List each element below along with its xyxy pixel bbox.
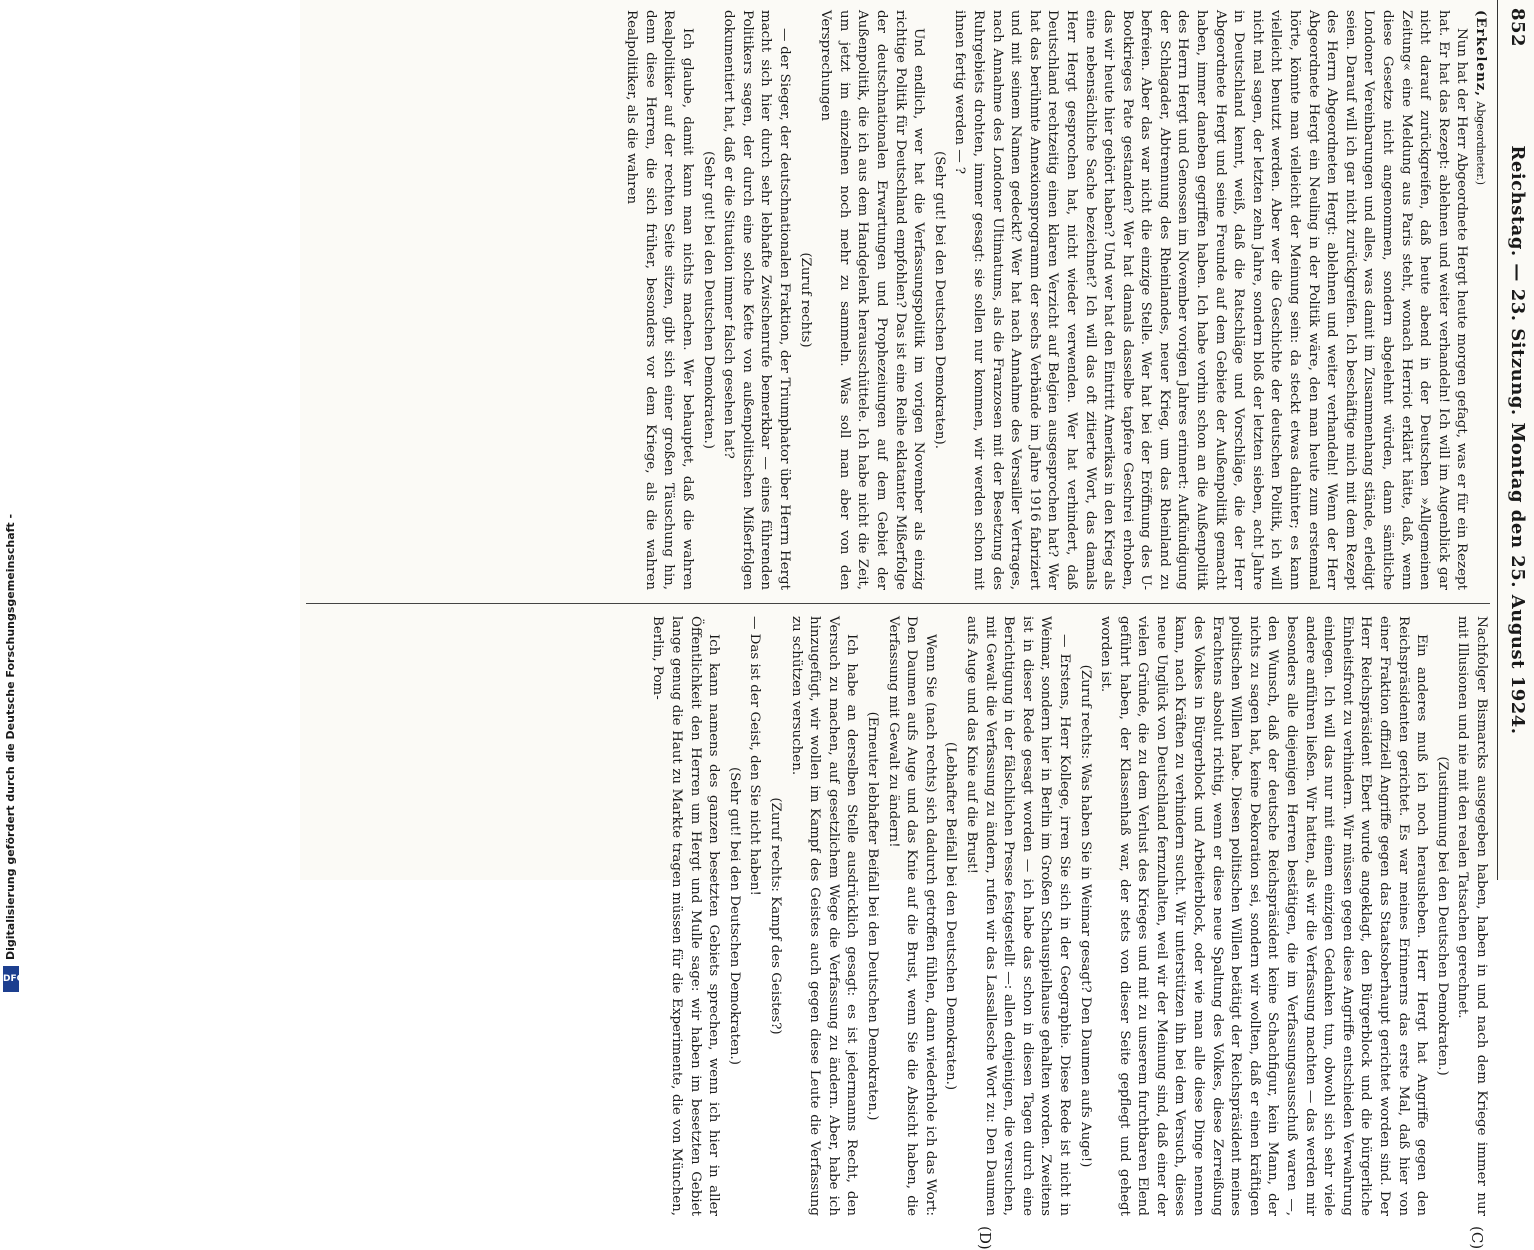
paragraph: Ein anderes muß ich noch herausheben. Herr Hergt hat Angriffe gegen den Reichspräsidenten gerichtet. Es war meines Erinnerns das erste Mal, daß hier von einer Fraktion offiziell Angriffe gegen das Staatsoberhaupt gerichtet worden sind. Der Herr Reichspräsident Ebert wurde angeklagt, den Bürgerblock und die bürgerliche Einheitsfront zu verhindern. Wir müssen gegen diese Angriffe entschieden Verwahrung einlegen. Ich will das nur mit einem einzigen Gedanken tun, obwohl sich sehr viele andere anführen ließen. Wir hatten, als wir die Verfassung machten — das werden mir besonders alle diejenigen Herren bestätigen, die im Verfassungsausschuß waren —, den Wunsch, daß der deutsche Reichspräsident keine Schachfigur, kein Mann, der nichts zu sagen hat, keine Dekoration sei, sondern wir wollten, daß er einen kräftigen politischen Willen habe. Diesen politischen Willen betätigt der Reichspräsident meines Erachtens absolut richtig, wenn er diese neue Spaltung des Volkes, diese Zerreißung des Volkes in Bürgerblock und Arbeiterblock, oder wie man alle diese Dinge nennen kann, nach Kräften zu verhindern sucht. Wir unterstützen ihn bei dem Versuch, dieses neue Unglück von Deutschland fernzuhalten, weil wir der Meinung sind, daß einer der vielen Gründe, die zu dem Verlust des Krieges und mit zu unserem furchtbaren Elend geführt haben, der Klassenhaß war, der stets von dieser Seite gepflegt und gehegt worden ist. (1098, 616, 1430, 1216)
interjection: (Sehr gut! bei den Deutschen Demokraten). (931, 150, 947, 450)
paragraph: Und endlich, wer hat die Verfassungspolitik im vorigen November als einzig richtige Politik für Deutschland empfohlen? Das ist eine Reihe eklatanter Mißerfolge der deutschnationalen Erwartungen und Prophezeiungen auf dem Gebiet der Außenpolitik, die ich aus dem Handgelenk herausschüttele. Ich habe nicht die Zeit, um jetzt im einzelnen noch mehr zu sammeln. Was soll man aber von den Versprechungen (818, 10, 927, 590)
header-rule (1497, 0, 1498, 880)
paragraph: Ich habe an derselben Stelle ausdrücklich gesagt: es ist jedermanns Recht, den Versuch zu machen, auf gesetzlichem Wege die Verfassung zu ändern. Aber, habe ich hinzugefügt, wir wollen im Kampf des Geistes auch gegen diese Leute die Verfassung zu schützen versuchen. (788, 616, 860, 1216)
interjection: (Zuruf rechts) (797, 252, 813, 348)
credit-text: Digitalisierung gefördert durch die Deutsche Forschungsgemeinschaft - (4, 513, 17, 960)
document-page (300, 0, 1534, 1250)
paragraph: Nachfolger Bismarcks ausgegeben haben, haben in und nach dem Kriege immer nur mit Illusionen und nie mit den realen Tatsachen gerechnet. (1455, 616, 1489, 1216)
margin-letter-c: (C) (1468, 1226, 1486, 1250)
paragraph: Ich glaube, damit kann man nichts machen. Wer behauptet, daß die wahren Realpolitiker auf der rechten Seite sitzen, gibt sich einer großen Täuschung hin, denn diese Herren, die sich früher, besonders vor dem Kriege, als die wahren Realpolitiker, als die wahren (624, 10, 696, 590)
interjection: (Zuruf rechts: Was haben Sie in Weimar gesagt? Den Daumen aufs Auge!) (1077, 664, 1093, 1168)
paragraph: Nun hat der Herr Abgeordnete Hergt heute morgen gefagt, was er für ein Rezept hat. Er hat das Rezept: ablehnen und weiter verhandeln! Ich will im Augenblick gar nicht darauf zurückgreifen, daß heute abend in der Deutschen »Allgemeinen Zeitung« eine Meldung aus Paris steht, wonach Herriot erklärt hätte, daß, wenn diese Gesetze nicht angenommen, sondern abgelehnt würden, dann sämtliche Londoner Vereinbarungen und alles, was damit im Zusammenhang stände, erledigt seien. Darauf will ich gar nicht zurückgreifen. Ich beschäftige mich mit dem Rezept des Herrn Abgeordneten Hergt: ablehnen und weiter verhandeln! Wenn der Herr Abgeordnete Hergt ein Neuling in der Politik wäre, den man heute zum erstenmal hörte, könnte man vielleicht der Meinung sein: da steckt etwas dahinter; es kann vielleicht benutzt werden. Aber wer die Geschichte der deutschen Politik, ich will nicht mal sagen, der letzten zehn Jahre, sondern bloß der letzten sieben, acht Jahre in Deutschland kennt, weiß, daß die Ratschläge und Vorschläge, die der Herr Abgeordnete Hergt und seine Freunde auf dem Gebiete der Außenpolitik gemacht haben, immer daneben gegriffen haben. Ich habe vorhin schon an die Außenpolitik des Herrn Hergt und Genossen im November vorigen Jahres erinnert: Aufkündigung der Schlagader, Abtrennung des Rheinlandes, neuer Krieg, um das Rheinland zu befreien. Aber das war nicht die einzige Stelle. Wer hat bei der Eröffnung des U-Bootkrieges Pate gestanden? Wer hat damals dasselbe tapfere Geschrei erhoben, das wir heute hier gehört haben? Und wer hat den Eintritt Amerikas in den Krieg als eine nebensächliche Sache bezeichnet? Ich will das oft zitierte Wort, das damals Herr Hergt gesprochen hat, nicht wieder verwenden. Wer hat verhindert, daß Deutschland rechtzeitig einen klaren Verzicht auf Belgien ausgesprochen hat? Wer hat das berühmte Annexionsprogramm der sechs Verbände im Jahre 1916 fabriziert und mit seinem Namen gedeckt? Wer hat nach Annahme des Versailler Vertrages, nach Annahme des Londoner Ultimatums, als die Franzosen mit der Besetzung des Ruhrgebiets drohten, immer gesagt: sie sollen nur kommen, wir werden schon mit ihnen fertig werden — ? (952, 10, 1470, 590)
interjection: (Zuruf rechts: Kampf des Geistes?) (768, 797, 784, 1035)
speaker-line (1470, 10, 1490, 590)
column-rule (306, 603, 1490, 604)
digitization-credit (0, 0, 24, 1000)
interjection: (Sehr gut! bei den Deutschen Demokraten.) (700, 150, 716, 450)
running-head (1500, 0, 1528, 880)
speaker-note: Abgeordneter.) (1474, 101, 1487, 186)
page-title: Reichstag. — 23. Sitzung. Montag den 25. August 1924. (1507, 145, 1528, 735)
dfg-logo-icon: DFG (3, 966, 19, 992)
paragraph: Wenn Sie (nach rechts) sich dadurch getroffen fühlen, dann wiederhole ich das Wort: Den Daumen aufs Auge und das Knie auf die Brust, wenn Sie die Absicht haben, die Verfassung mit Gewalt zu ändern! (885, 616, 938, 1216)
margin-letter-d: (D) (976, 1226, 994, 1250)
interjection: (Zustimmung bei den Deutschen Demokraten.) (1434, 756, 1450, 1076)
paragraph: Ich kann namens des ganzen besetzten Gebiets sprechen, wenn ich hier in aller Öffentlichkeit den Herren um Hergt und Mulle sage: wir haben im besetzten Gebiet lange genug die Haut zu Markte tragen müssen für die Experimente, die von München, Berlin, Pom- (650, 616, 722, 1216)
page-number: 852 (1507, 8, 1528, 48)
right-column (306, 616, 1490, 1216)
paragraph: — Das ist der Geist, den Sie nicht haben! (747, 616, 763, 896)
speaker-name: (Erkelenz, (1473, 10, 1489, 98)
interjection: (Sehr gut! bei den Deutschen Demokraten.) (726, 766, 742, 1066)
interjection: (Erneuter lebhafter Beifall bei den Deutschen Demokraten.) (865, 711, 880, 1121)
paragraph: — Erstens, Herr Kollege, irren Sie sich in der Geographie. Diese Rede ist nicht in Weimar, sondern hier in Berlin im Großen Schauspielhause gehalten worden. Zweitens ist in dieser Rede gesagt worden — ich habe das schon in diesen Tagen durch eine Berichtigung in der fälschlichen Presse festgestellt —: allen denjenigen, die versuchen, mit Gewalt die Verfassung zu ändern, rufen wir das Lassallesche Wort zu: Den Daumen aufs Auge und das Knie auf die Brust! (963, 616, 1072, 1216)
paragraph: — der Sieger, der deutschnationalen Fraktion, der Triumphator über Herrn Hergt macht sich hier durch sehr lebhafte Zwischenrufe bemerkbar — eines führenden Politikers sagen, der durch eine solche Kette von außenpolitischen Mißerfolgen dokumentiert hat, daß er die Situation immer falsch gesehen hat? (721, 10, 793, 590)
interjection: (Lebhafter Beifall bei den Deutschen Demokraten.) (943, 741, 959, 1091)
left-column (306, 10, 1490, 590)
